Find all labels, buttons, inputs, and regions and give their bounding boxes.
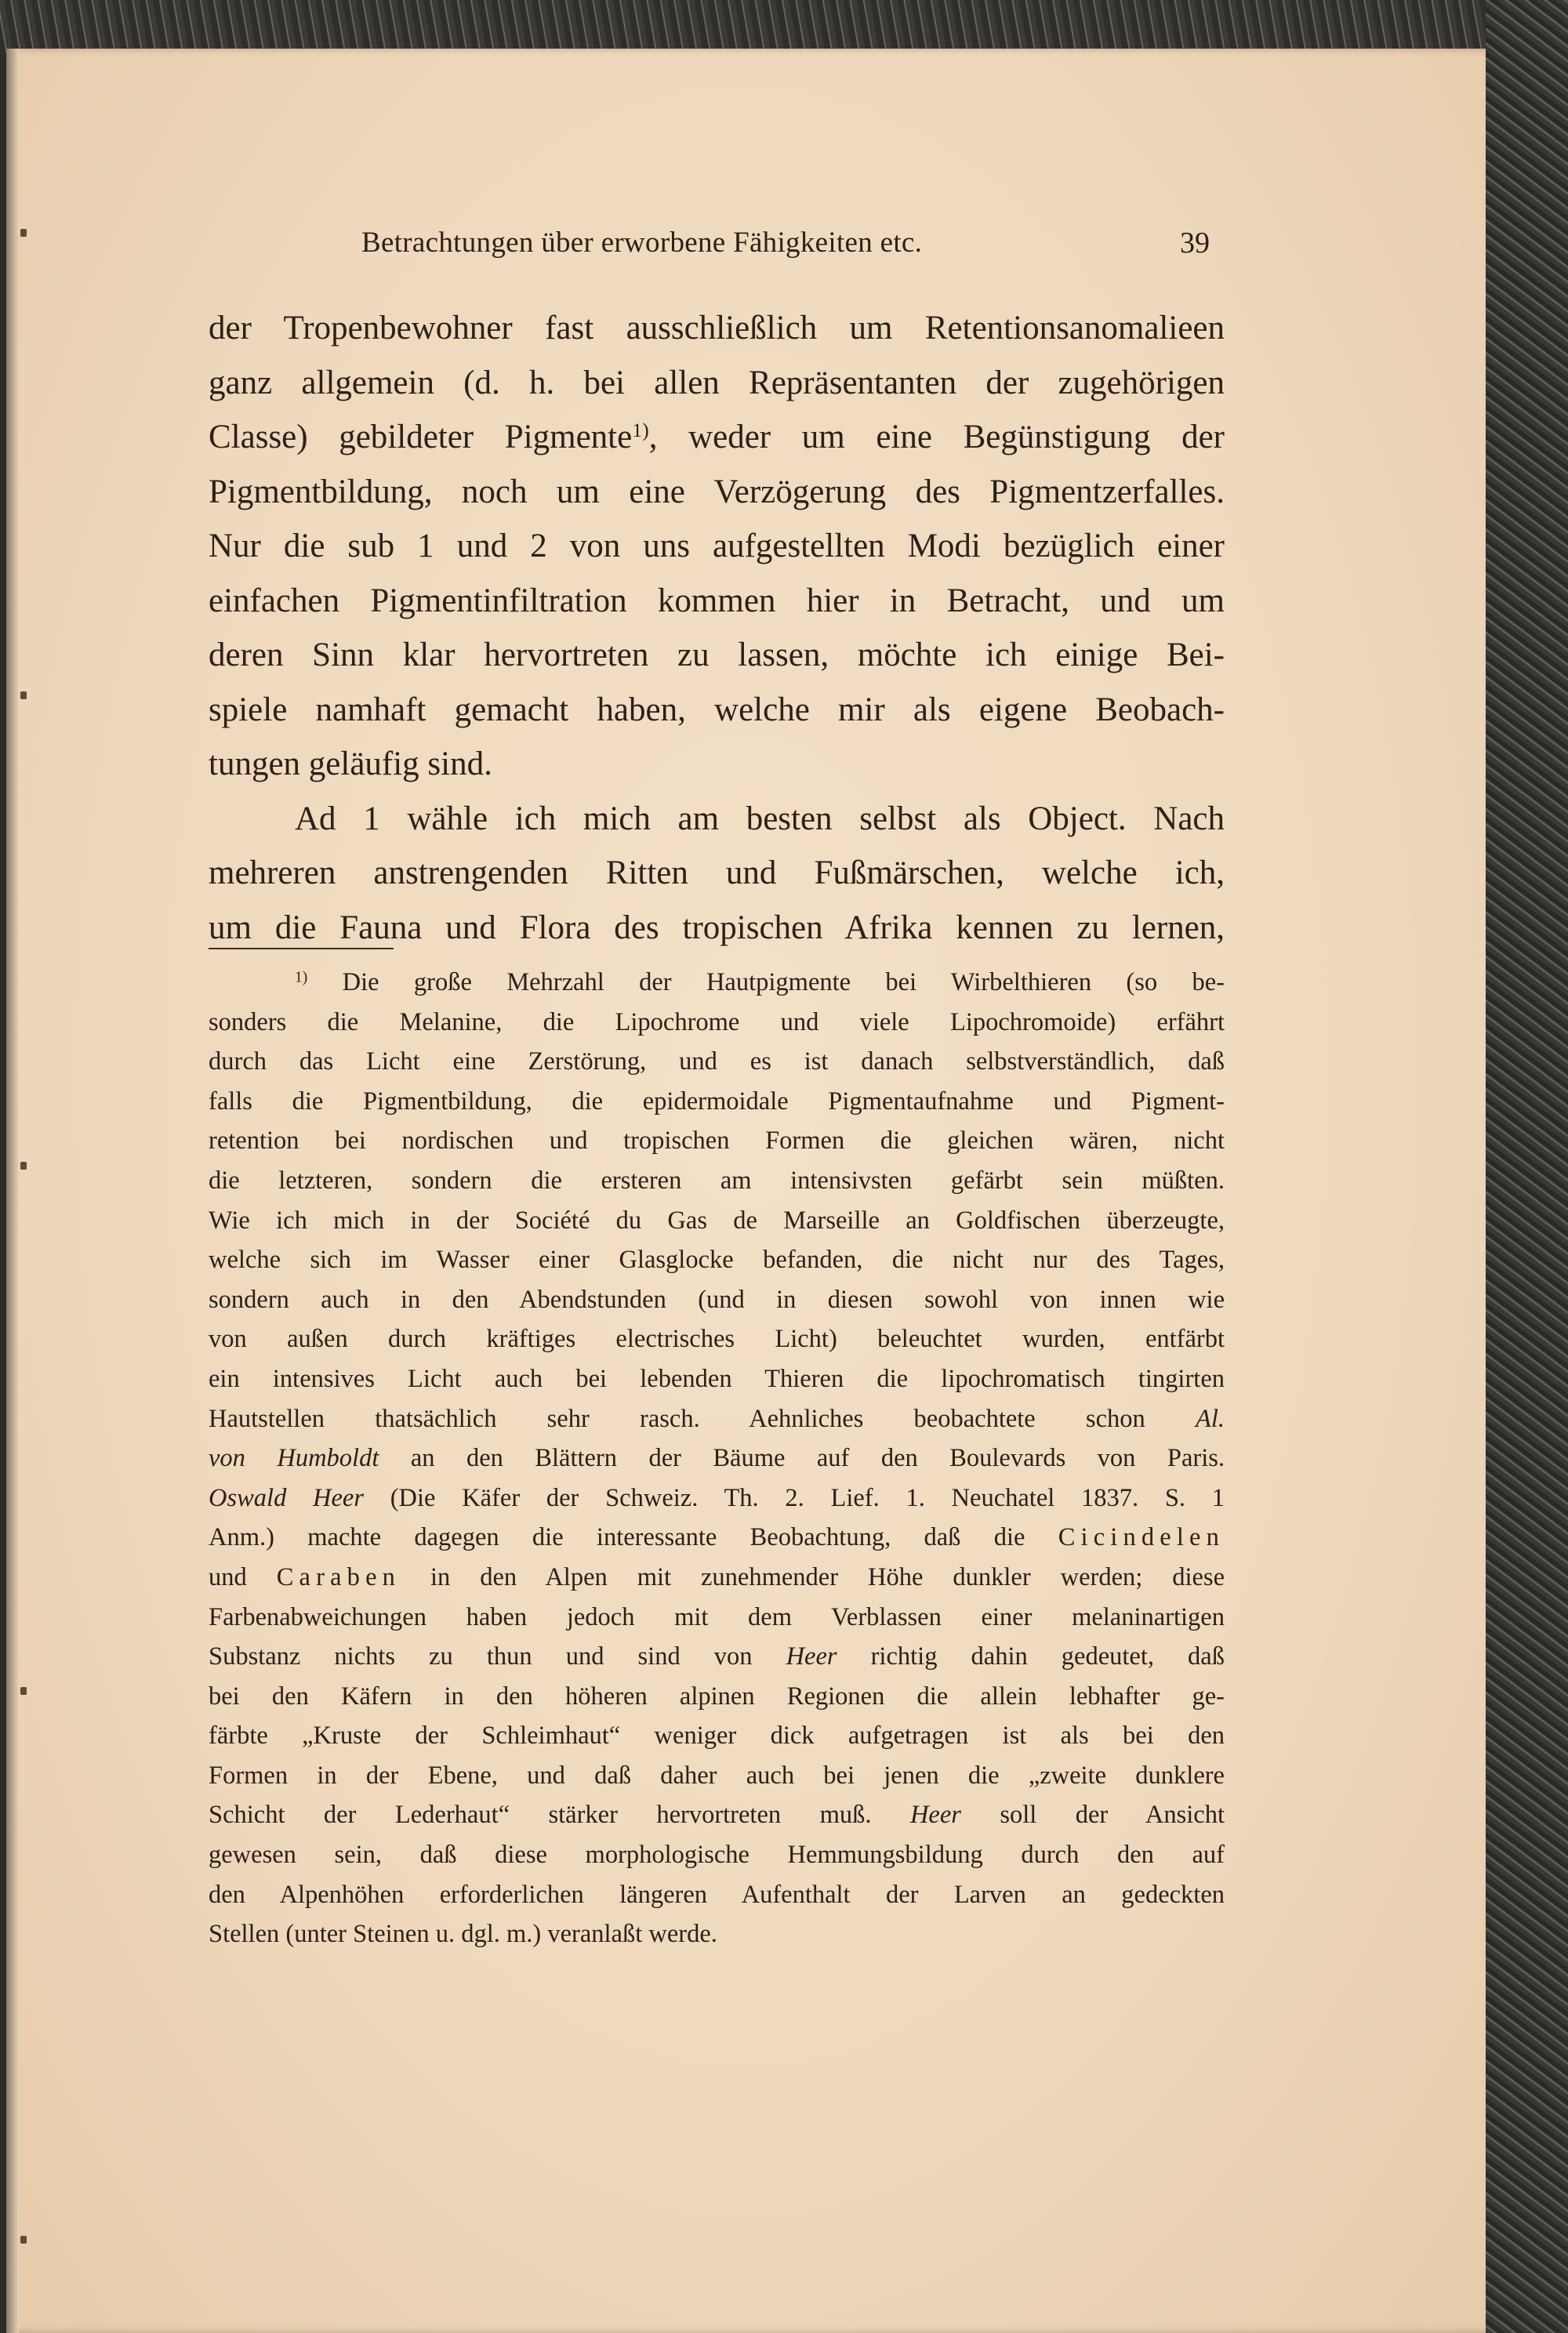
italic-name: von Humboldt: [209, 1444, 379, 1473]
body-line: [209, 628, 1225, 683]
margin-mark: [20, 1162, 27, 1170]
text-run: (Die Käfer der Schweiz. Th. 2. Lief. 1. Neuchatel 1837. S. 1: [364, 1483, 1225, 1512]
text-run: und: [209, 1562, 277, 1591]
book-edge-top: [0, 0, 1568, 55]
footnote-line: [209, 1756, 1225, 1796]
footnote-line: [209, 1280, 1225, 1320]
margin-mark: [20, 2236, 27, 2244]
book-binding: [1486, 0, 1568, 2333]
footnote-marker: 1): [632, 418, 649, 441]
footnote-block: [209, 963, 1225, 1954]
text-run: ein intensives Licht auch bei lebenden Thieren die lipochromatisch tingirten: [209, 1364, 1225, 1393]
text-run: Farbenabweichungen haben jedoch mit dem Verblassen einer melaninartigen: [209, 1602, 1225, 1631]
text-run: der Tropenbewohner fast ausschließlich um Retentionsanomalieen: [209, 310, 1225, 347]
text-run: spiele namhaft gemacht haben, welche mir als eigene Beobach-: [209, 691, 1225, 728]
footnote-line: [209, 1677, 1225, 1717]
footnote-line: [209, 1359, 1225, 1399]
footnote-line: [209, 1003, 1225, 1043]
footnote-line: [209, 1201, 1225, 1241]
text-run: retention bei nordischen und tropischen Formen die gleichen wären, nicht: [209, 1127, 1225, 1156]
text-run: Substanz nichts zu thun und sind von: [209, 1642, 786, 1671]
body-text: [209, 301, 1225, 955]
footnote-marker: 1): [295, 969, 308, 986]
page-number: 39: [1180, 227, 1210, 259]
body-line: [209, 737, 1225, 792]
body-line: [209, 519, 1225, 574]
text-run: einfachen Pigmentinfiltration kommen hier in Betracht, und um: [209, 582, 1225, 619]
text-run: soll der Ansicht: [960, 1801, 1225, 1830]
margin-mark: [20, 1687, 27, 1695]
text-run: deren Sinn klar hervortreten zu lassen, möchte ich einige Bei-: [209, 637, 1225, 673]
text-run: von außen durch kräftiges electrisches Licht) beleuchtet wurden, entfärbt: [209, 1325, 1225, 1354]
text-run: bei den Käfern in den höheren alpinen Regionen die allein lebhafter ge-: [209, 1682, 1225, 1711]
body-line: [209, 301, 1225, 356]
footnote-line: [209, 1399, 1225, 1439]
text-run: Wie ich mich in der Société du Gas de Marseille an Goldfischen überzeugte,: [209, 1206, 1225, 1235]
footnote-line: [209, 1637, 1225, 1677]
running-title: Betrachtungen über erworbene Fähigkeiten etc.: [361, 227, 923, 259]
footnote-line: [209, 1518, 1225, 1558]
text-run: Nur die sub 1 und 2 von uns aufgestellten Modi bezüglich einer: [209, 528, 1225, 564]
footnote-line: [209, 1042, 1225, 1082]
text-run: Ad 1 wähle ich mich am besten selbst als Object. Nach: [295, 800, 1225, 837]
footnote-line: [209, 1914, 1225, 1954]
footnote-line: [209, 963, 1225, 1003]
text-run: , weder um eine Begünstigung der: [648, 419, 1225, 455]
text-run: an den Blättern der Bäume auf den Boulevards von Paris.: [379, 1444, 1225, 1473]
margin-mark: [20, 691, 27, 699]
footnote-line: [209, 1795, 1225, 1835]
footnote-rule: [209, 948, 394, 949]
text-run: Classe) gebildeter Pigmente: [209, 419, 633, 455]
text-run: in den Alpen mit zunehmender Höhe dunkler werden; diese: [401, 1562, 1225, 1591]
footnote-line: [209, 1439, 1225, 1479]
body-line: [209, 465, 1225, 520]
body-line: [209, 574, 1225, 629]
text-run: richtig dahin gedeutet, daß: [837, 1642, 1225, 1671]
text-run: Schicht der Lederhaut“ stärker hervortreten muß.: [209, 1801, 910, 1830]
text-run: welche sich im Wasser einer Glasglocke befanden, die nicht nur des Tages,: [209, 1246, 1225, 1275]
text-run: Hautstellen thatsächlich sehr rasch. Aehnliches beobachtete schon: [209, 1404, 1196, 1433]
text-run: gewesen sein, daß diese morphologische Hemmungsbildung durch den auf: [209, 1841, 1225, 1870]
text-run: sondern auch in den Abendstunden (und in diesen sowohl von innen wie: [209, 1285, 1225, 1314]
italic-name: Al.: [1195, 1404, 1225, 1433]
text-run: Die große Mehrzahl der Hautpigmente bei Wirbelthieren (so be-: [307, 968, 1225, 996]
text-run: ganz allgemein (d. h. bei allen Repräsentanten der zugehörigen: [209, 364, 1225, 401]
text-run: Anm.) machte dagegen die interessante Beobachtung, daß die: [209, 1523, 1058, 1552]
text-run: Formen in der Ebene, und daß daher auch bei jenen die „zweite dunklere: [209, 1761, 1225, 1790]
italic-name: Heer: [909, 1801, 961, 1830]
body-line: [209, 683, 1225, 738]
text-run: durch das Licht eine Zerstörung, und es ist danach selbstverständlich, daß: [209, 1047, 1225, 1076]
spaced-term: Caraben: [276, 1562, 401, 1591]
body-line: [209, 410, 1225, 465]
footnote-line: [209, 1082, 1225, 1122]
text-run: Stellen (unter Steinen u. dgl. m.) veranlaßt werde.: [209, 1920, 717, 1949]
footnote-line: [209, 1558, 1225, 1598]
footnote-line: [209, 1875, 1225, 1915]
body-line: [209, 901, 1225, 956]
footnote-line: [209, 1319, 1225, 1359]
text-run: falls die Pigmentbildung, die epidermoidale Pigmentaufnahme und Pigment-: [209, 1087, 1225, 1116]
footnote-line: [209, 1598, 1225, 1638]
footnote-line: [209, 1121, 1225, 1161]
italic-name: Oswald Heer: [209, 1483, 365, 1512]
spaced-term: Cicindelen: [1058, 1523, 1225, 1552]
body-line: [209, 356, 1225, 411]
footnote-line: [209, 1479, 1225, 1518]
text-run: mehreren anstrengenden Ritten und Fußmärschen, welche ich,: [209, 854, 1225, 891]
text-run: tungen geläufig sind.: [209, 746, 492, 782]
italic-name: Heer: [786, 1642, 837, 1671]
footnote-line: [209, 1716, 1225, 1756]
margin-mark: [20, 229, 27, 237]
body-line: [209, 792, 1225, 847]
text-run: färbte „Kruste der Schleimhaut“ weniger dick aufgetragen ist als bei den: [209, 1722, 1225, 1751]
text-run: um die Fauna und Flora des tropischen Afrika kennen zu lernen,: [209, 909, 1225, 946]
text-run: die letzteren, sondern die ersteren am intensivsten gefärbt sein müßten.: [209, 1166, 1225, 1195]
text-run: sonders die Melanine, die Lipochrome und viele Lipochromoide) erfährt: [209, 1007, 1225, 1036]
text-run: Pigmentbildung, noch um eine Verzögerung des Pigmentzerfalles.: [209, 473, 1225, 510]
text-run: den Alpenhöhen erforderlichen längeren Aufenthalt der Larven an gedeckten: [209, 1880, 1225, 1909]
footnote-line: [209, 1240, 1225, 1280]
footnote-line: [209, 1835, 1225, 1875]
footnote-line: [209, 1161, 1225, 1201]
body-line: [209, 846, 1225, 901]
